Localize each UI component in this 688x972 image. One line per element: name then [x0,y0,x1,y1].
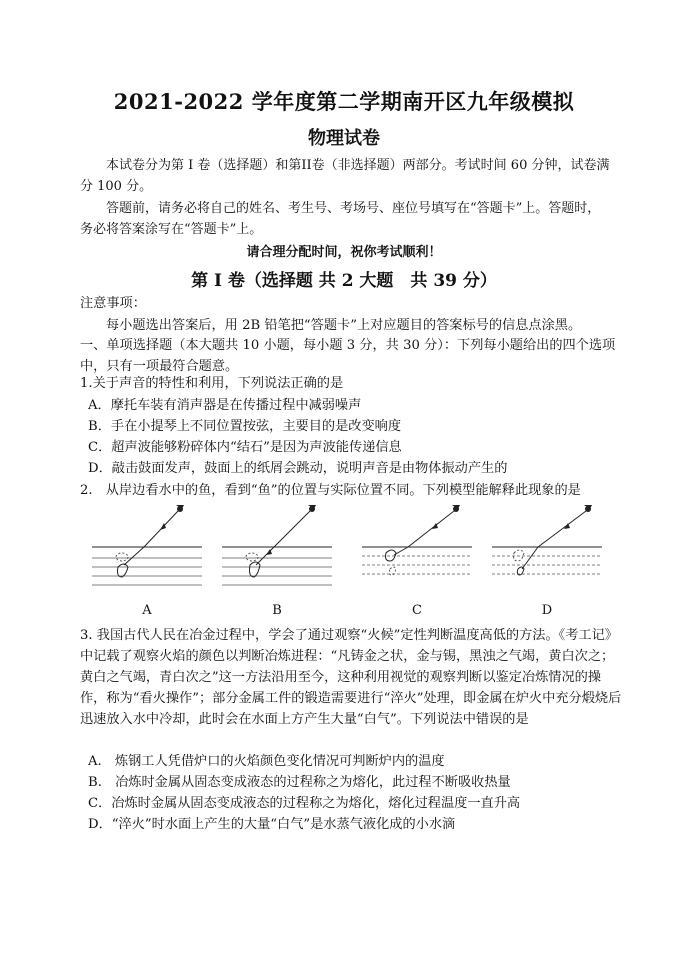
q2-label-c: C [412,603,422,618]
section-heading: 第 I 卷（选择题 共 2 大题 共 39 分） [191,271,497,291]
refraction-diagram-c [358,503,476,603]
q2-label-b: B [272,603,282,618]
part-title: 一、单项选择题（本大题共 10 小题，每小题 3 分，共 30 分）：下列每小题给出的四个选项中，只有一项最符合题意。 [80,338,616,374]
notes-label: 注意事项： [80,296,146,311]
exam-subtitle: 物理试卷 [308,128,380,149]
q1-option-a: A．摩托车装有消声器是在传播过程中减弱噪声 [88,398,362,413]
wish-line: 请合理分配时间，祝你考试顺利！ [246,245,442,260]
refraction-diagram-d [488,503,606,603]
refraction-diagram-b [218,503,336,603]
q1-option-b: B．手在小提琴上不同位置按弦，主要目的是改变响度 [88,419,402,434]
notes-text: 每小题选出答案后，用 2B 铅笔把“答题卡”上对应题目的答案标号的信息点涂黑。 [106,318,582,333]
q2-label-d: D [541,603,553,618]
q1-stem: 1.关于声音的特性和利用，下列说法正确的是 [80,376,344,391]
q3-option-c: C．冶炼时金属从固态变成液态的过程称之为熔化，熔化过程温度一直升高 [88,796,521,811]
q1-option-d: D．敲击鼓面发声，鼓面上的纸屑会跳动，说明声音是由物体振动产生的 [88,461,508,476]
exam-title: 2021-2022 学年度第二学期南开区九年级模拟 [113,89,575,114]
q2-figures [88,503,628,623]
q2-stem: 2. 从岸边看水中的鱼，看到“鱼”的位置与实际位置不同。下列模型能解释此现象的是 [80,483,581,498]
refraction-diagram-a [88,503,206,603]
intro-paragraph-2: 答题前，请务必将自己的姓名、考生号、考场号、座位号填写在“答题卡”上。答题时，务必将答案涂写在“答题卡”上。 [80,201,601,237]
q1-option-c: C．超声波能够粉碎体内“结石”是因为声波能传递信息 [88,440,402,455]
q3-option-d: D．“淬火”时水面上产生的大量“白气”是水蒸气液化成的小水滴 [88,817,456,832]
q3-stem: 3. 我国古代人民在冶金过程中，学会了通过观察“火候”定性判断温度高低的方法。《考工记》中记载了观察火焰的颜色以判断冶炼进程：“凡铸金之状，金与锡，黑浊之气竭，黄白次之；黄白之气竭，青白次之”这一方法沿用至今，这种利用视觉的观察判断以鉴定冶炼情况的操作，称为“看火操作”；部分金属工件的锻造需要进行“淬火”处理，即金属在炉火中充分煅烧后迅速放入水中冷却，此时会在水面上方产生大量“白气”。下列说法中错误的是 [80,628,622,727]
q3-option-a: A. 炼钢工人凭借炉口的火焰颜色变化情况可判断炉内的温度 [88,754,445,769]
intro-paragraph-1: 本试卷分为第 I 卷（选择题）和第II卷（非选择题）两部分。考试时间 60 分钟，试卷满分 100 分。 [80,158,610,194]
q2-label-a: A [142,603,152,618]
q3-option-b: B. 冶炼时金属从固态变成液态的过程称之为熔化，此过程不断吸收热量 [88,775,511,790]
